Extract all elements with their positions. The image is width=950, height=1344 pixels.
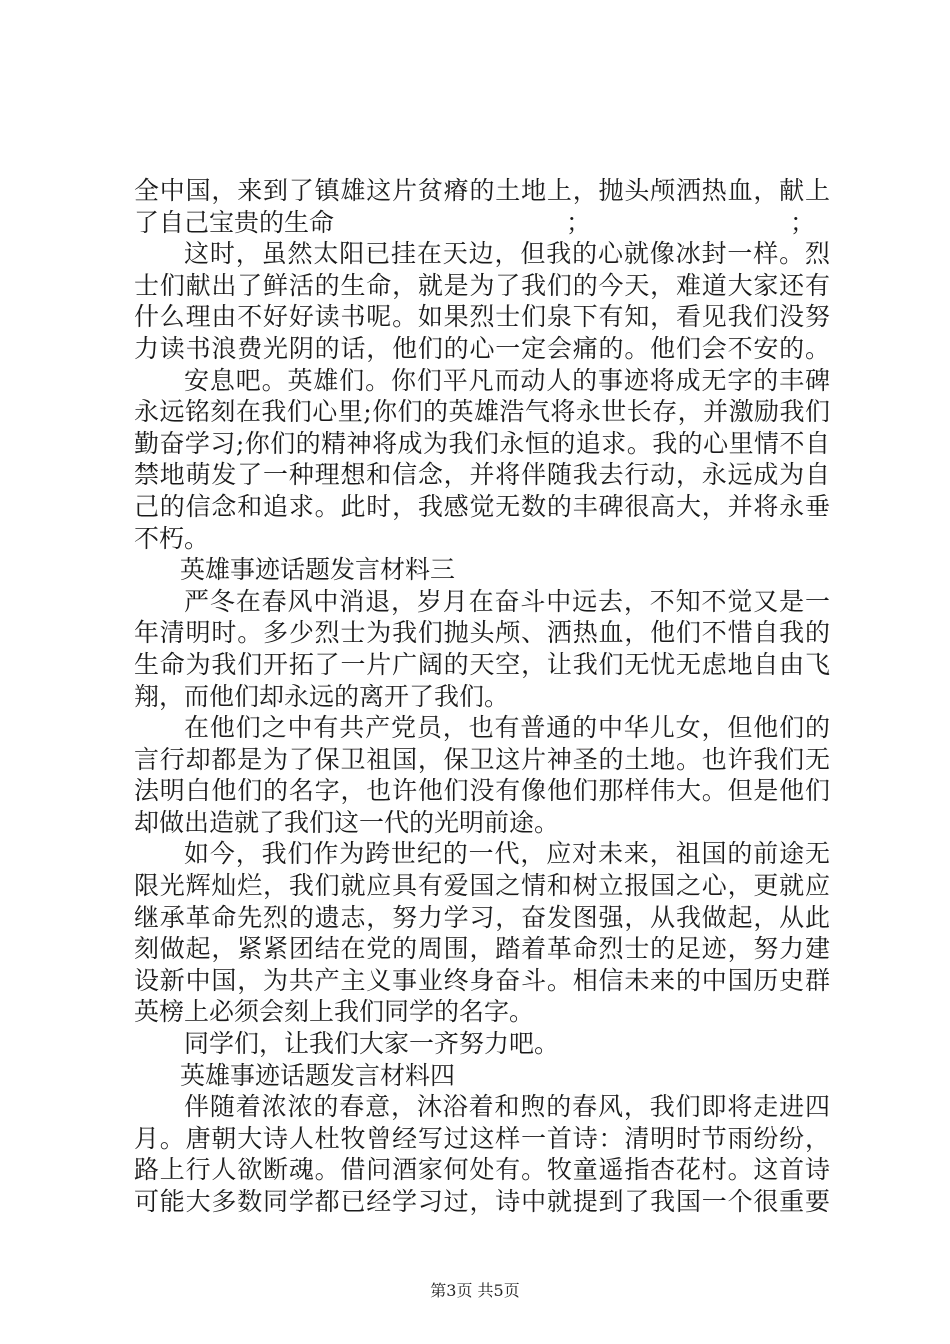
text-line: 英榜上必须会刻上我们同学的名字。 (134, 997, 535, 1027)
text-line: 法明白他们的名字，也许他们没有像他们那样伟大。但是他们 (134, 776, 830, 806)
text-line: 全中国，来到了镇雄这片贫瘠的土地上，抛头颅洒热血，献上 (134, 176, 830, 205)
text-line: 勤奋学习;你们的精神将成为我们永恒的追求。我的心里情不自 (134, 428, 830, 458)
text-line: 设新中国，为共产主义事业终身奋斗。相信未来的中国历史群 (134, 965, 830, 995)
text-line: 却做出造就了我们这一代的光明前途。 (134, 807, 560, 837)
section-heading: 英雄事迹话题发言材料三 (180, 555, 456, 585)
text-line: 月。唐朝大诗人杜牧曾经写过这样一首诗：清明时节雨纷纷， (134, 1123, 830, 1153)
text-line: 同学们，让我们大家一齐努力吧。 (184, 1029, 560, 1059)
text-line: 翔，而他们却永远的离开了我们。 (134, 681, 510, 711)
text-fragment: ； (790, 207, 816, 237)
text-line: 严冬在春风中消退，岁月在奋斗中远去，不知不觉又是一 (184, 586, 830, 616)
text-line: 禁地萌发了一种理想和信念，并将伴随我去行动，永远成为自 (134, 460, 830, 490)
text-line: 生命为我们开拓了一片广阔的天空，让我们无忧无虑地自由飞 (134, 649, 830, 679)
text-line: 这时，虽然太阳已挂在天边，但我的心就像冰封一样。烈 (184, 239, 830, 269)
text-line: 在他们之中有共产党员，也有普通的中华儿女，但他们的 (184, 713, 830, 743)
text-line: 什么理由不好好读书呢。如果烈士们泉下有知，看见我们没努 (134, 302, 830, 332)
text-line: 路上行人欲断魂。借问酒家何处有。牧童遥指杏花村。这首诗 (134, 1155, 830, 1185)
text-line: 刻做起，紧紧团结在党的周围，踏着革命烈士的足迹，努力建 (134, 934, 830, 964)
text-line: 限光辉灿烂，我们就应具有爱国之情和树立报国之心，更就应 (134, 871, 830, 901)
text-line: 不朽。 (134, 523, 210, 553)
text-line: 继承革命先烈的遗志，努力学习，奋发图强，从我做起，从此 (134, 902, 830, 932)
text-line (134, 207, 830, 239)
text-line: 士们献出了鲜活的生命，就是为了我们的今天，难道大家还有 (134, 270, 830, 300)
text-line: 如今，我们作为跨世纪的一代，应对未来，祖国的前途无 (184, 839, 830, 869)
page-footer: 第3页 共5页 (430, 1281, 520, 1300)
text-fragment: ； (566, 207, 592, 237)
text-line: 言行却都是为了保卫祖国，保卫这片神圣的土地。也许我们无 (134, 744, 830, 774)
text-line: 力读书浪费光阴的话，他们的心一定会痛的。他们会不安的。 (134, 333, 830, 363)
text-fragment: 了自己宝贵的生命 (134, 207, 335, 237)
text-line: 年清明时。多少烈士为我们抛头颅、洒热血，他们不惜自我的 (134, 618, 830, 648)
text-line: 永远铭刻在我们心里;你们的英雄浩气将永世长存，并激励我们 (134, 397, 830, 427)
document-page (134, 175, 830, 1218)
text-line: 安息吧。英雄们。你们平凡而动人的事迹将成无字的丰碑 (184, 365, 830, 395)
text-line: 己的信念和追求。此时，我感觉无数的丰碑很高大，并将永垂 (134, 491, 830, 521)
text-line: 伴随着浓浓的春意，沐浴着和煦的春风，我们即将走进四 (184, 1092, 830, 1122)
text-line: 可能大多数同学都已经学习过，诗中就提到了我国一个很重要 (134, 1187, 830, 1216)
section-heading: 英雄事迹话题发言材料四 (180, 1060, 456, 1090)
